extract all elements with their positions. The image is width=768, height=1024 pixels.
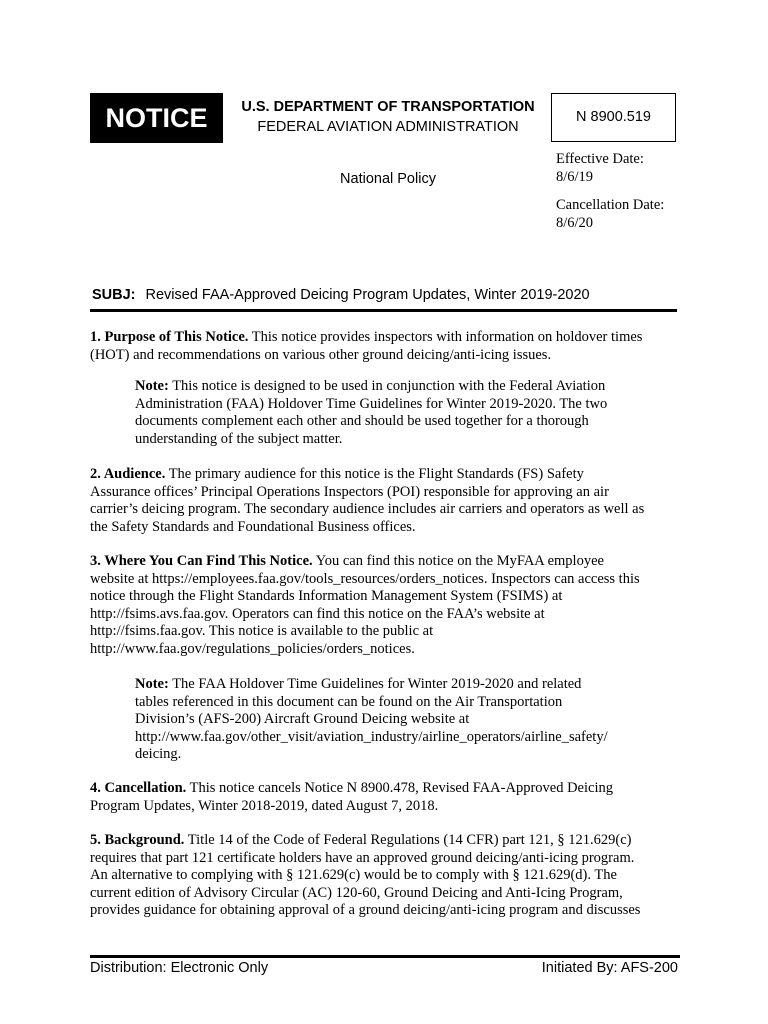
section-line: This notice cancels Notice N 8900.478, Revised FAA-Approved Deicing xyxy=(186,780,613,796)
effective-date-label: Effective Date: xyxy=(556,151,644,167)
section-line: (HOT) and recommendations on various other ground deicing/anti-icing issues. xyxy=(90,346,552,363)
section-line: http://fsims.faa.gov. This notice is available to the public at xyxy=(90,623,434,639)
section-line: Assurance offices’ Principal Operations Inspectors (POI) responsible for approving an air xyxy=(90,483,609,500)
note-line: Administration (FAA) Holdover Time Guidelines for Winter 2019-2020. The two xyxy=(135,395,608,412)
note-line: Division’s (AFS-200) Aircraft Ground Deicing website at xyxy=(135,711,470,727)
section-heading: 5. Background. xyxy=(90,832,185,848)
section-line: requires that part 121 certificate holders have an approved ground deicing/anti-icing program. xyxy=(90,849,635,866)
section-line: Program Updates, Winter 2018-2019, dated August 7, 2018. xyxy=(90,797,439,814)
effective-date-value: 8/6/19 xyxy=(556,168,594,185)
section-line: the Safety Standards and Foundational Business offices. xyxy=(90,518,416,535)
subject-text: Revised FAA-Approved Deicing Program Updates, Winter 2019-2020 xyxy=(145,287,590,303)
section-heading: 1. Purpose of This Notice. xyxy=(90,329,249,345)
footer-divider xyxy=(90,955,680,958)
section-purpose xyxy=(90,329,680,364)
notice-badge: NOTICE xyxy=(90,93,223,143)
section-background xyxy=(90,832,680,920)
subject-label: SUBJ: xyxy=(92,287,136,303)
section-heading: 4. Cancellation. xyxy=(90,780,187,796)
note-line: tables referenced in this document can be found on the Air Transportation xyxy=(135,693,563,710)
note-line: deicing. xyxy=(135,746,182,762)
section-line: http://www.faa.gov/regulations_policies/orders_notices. xyxy=(90,640,415,657)
section-line: carrier’s deicing program. The secondary audience includes air carriers and operators as well as xyxy=(90,501,645,517)
section-cancellation xyxy=(90,780,680,815)
section-audience xyxy=(90,466,680,536)
distribution-text: Distribution: Electronic Only xyxy=(90,960,269,976)
effective-date-block xyxy=(556,151,644,186)
header-divider xyxy=(90,309,677,312)
note-heading: Note: xyxy=(135,378,169,394)
note-line: documents complement each other and should be used together for a thorough xyxy=(135,413,589,429)
section-where-to-find xyxy=(90,553,680,658)
note-line: The FAA Holdover Time Guidelines for Winter 2019-2020 and related xyxy=(168,676,582,692)
policy-type: National Policy xyxy=(340,171,436,187)
section-line: provides guidance for obtaining approval of a ground deicing/anti-icing program and discusses xyxy=(90,902,641,918)
note-line: understanding of the subject matter. xyxy=(135,430,343,447)
section-heading: 3. Where You Can Find This Notice. xyxy=(90,553,313,569)
section-line: This notice provides inspectors with information on holdover times xyxy=(248,329,643,345)
section-line: Title 14 of the Code of Federal Regulations (14 CFR) part 121, § 121.629(c) xyxy=(184,832,632,848)
section-line: The primary audience for this notice is the Flight Standards (FS) Safety xyxy=(165,466,584,482)
agency-name: FEDERAL AVIATION ADMINISTRATION xyxy=(257,119,519,135)
initiated-by-text: Initiated By: AFS-200 xyxy=(541,960,678,976)
subject-line xyxy=(92,287,590,303)
note-purpose xyxy=(135,378,635,448)
section-line: You can find this notice on the MyFAA employee xyxy=(312,553,604,569)
notice-number: N 8900.519 xyxy=(551,93,676,142)
section-line: website at https://employees.faa.gov/tools_resources/orders_notices. Inspectors can access this xyxy=(90,570,640,587)
note-line: http://www.faa.gov/other_visit/aviation_industry/airline_operators/airline_safety/ xyxy=(135,728,608,745)
cancellation-date-value: 8/6/20 xyxy=(556,214,594,231)
department-name: U.S. DEPARTMENT OF TRANSPORTATION xyxy=(241,99,535,115)
section-line: current edition of Advisory Circular (AC) 120-60, Ground Deicing and Anti-Icing Program, xyxy=(90,884,623,901)
cancellation-date-label: Cancellation Date: xyxy=(556,197,665,213)
section-line: An alternative to complying with § 121.629(c) would be to comply with § 121.629(d). The xyxy=(90,867,617,883)
cancellation-date-block xyxy=(556,197,664,232)
section-line: notice through the Flight Standards Information Management System (FSIMS) at xyxy=(90,588,563,604)
section-heading: 2. Audience. xyxy=(90,466,166,482)
note-line: This notice is designed to be used in conjunction with the Federal Aviation xyxy=(168,378,606,394)
note-heading: Note: xyxy=(135,676,169,692)
note-where-to-find xyxy=(135,676,635,764)
section-line: http://fsims.avs.faa.gov. Operators can find this notice on the FAA’s website at xyxy=(90,605,545,622)
